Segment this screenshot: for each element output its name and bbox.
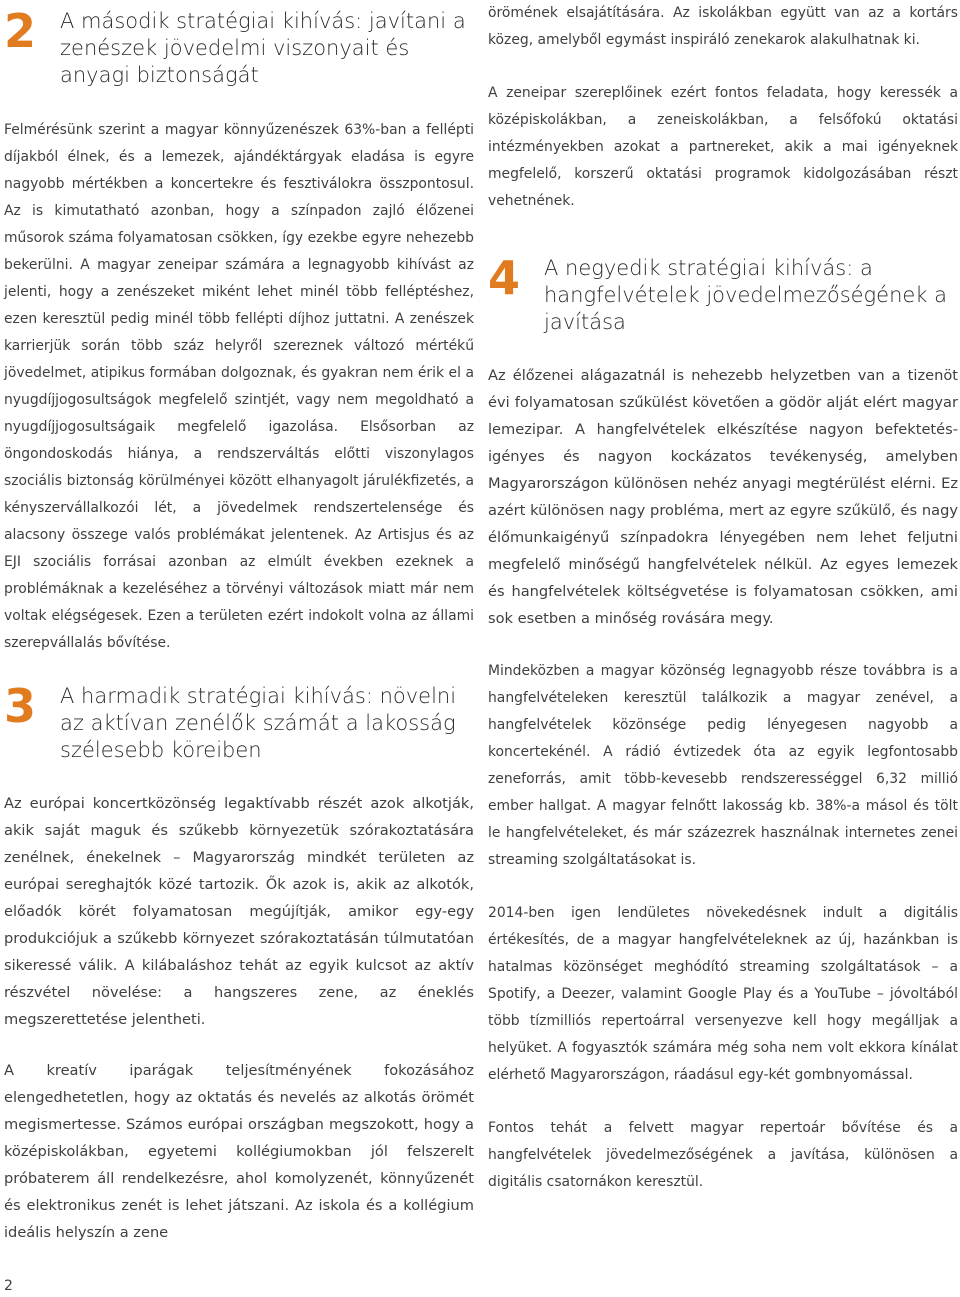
section-4-paragraph-1: Az élőzenei alágazatnál is nehezebb helyzetben van a tizenöt évi folyamatosan szűkülést követően a gödör alját elért magyar lemezipar. A hangfelvételek elkészítése nagyon befektetés-igényes és nagyon kockázatos tevékenység, amelyben Magyarországon különösen nehéz anyagi megtérülést elérni. Ez azért különösen nagy probléma, mert az egyre szűkülő, és nagy élőmunkaigényű színpadokra lényegében nem lehet feljutni megfelelő minőségű hangfelvételek nélkül. Az egyes lemezek és hangfelvételek költségvetése is folyamatosan csökken, ami sok esetben a minőség rovására megy. bbox=[488, 367, 958, 627]
page-number: 2 bbox=[4, 1278, 13, 1294]
section-number: 4 bbox=[488, 251, 521, 305]
section-2-paragraph: Felmérésünk szerint a magyar könnyűzenészek 63%-ban a fellépti díjakból élnek, és a lemezek, ajándéktárgyak eladása is egyre nagyobb mértékben a koncertekre és fesztiválokra összpontosul. Az is kimutatható azonban, hogy a színpadon zajló élőzenei műsorok száma folyamatosan csökken, így ezekbe egyre nehezebb bekerülni. A magyar zeneipar számára a legnagyobb kihívást az jelenti, hogy a zenészeket miként lehet minél több felléptéshez, ezen keresztül pedig minél több fellépti díjhoz juttatni. A zenészek karrierjük során több száz helyről szereznek változó mértékű jövedelmet, atipikus formában dolgoznak, és gyakran nem érik el a nyugdíjjogosultságok megfelelő szintjét, vagy nem megoldható a nyugdíjjogosultságaik megfelelő igazolása. Elsősorban az öngondoskodás hiánya, a rendszerváltás előtti viszonylagos szociális biztonság körülményei között elhanyagolt járulékfizetés, a kényszervállalkozói lét, a jövedelmek rendszertelensége és alacsony összege valós problémákat jelentenek. Az Artisjus és az EJI szociális forrásai azonban az elmúlt években ezeknek a problémáknak a kezeléséhez a törvényi változások miatt már nem voltak elégségesek. Ezen a területen ezért indokolt volna az állami szerepvállalás bővítése. bbox=[4, 122, 474, 651]
left-column bbox=[4, 0, 474, 1246]
section-4-paragraph-3: 2014-ben igen lendületes növekedésnek indult a digitális értékesítés, de a magyar hangfelvételeknek az új, hazánkban is hatalmas közönséget meghódító streaming szolgáltatások – a Spotify, a Deezer, valamint Google Play és a YouTube – jóvoltából több tízmilliós repertoárral versenyezve kell hogy megálljak a helyüket. A fogyasztók számára még soha nem volt ekkora kínálat elérhető Magyarországon, ráadásul egy-két gombnyomással. bbox=[488, 905, 958, 1083]
section-number: 2 bbox=[4, 4, 37, 58]
section-3-paragraph-2: A kreatív iparágak teljesítményének fokozásához elengedhetetlen, hogy az oktatás és nevelés az alkotás örömét megismertesse. Számos európai országban megszokott, hogy a középiskolákban, egyetemi kollégiumokban jól felszerelt próbaterem áll rendelkezésre, ahol komolyzenét, könnyűzenét és elektronikus zenét is lehet játszani. Az iskola és a kollégium ideális helyszín a zene bbox=[4, 1062, 474, 1241]
section-title: A harmadik stratégiai kihívás: növelni az aktívan zenélők számát a lakosság szélesebb köreiben bbox=[60, 684, 457, 762]
section-4-paragraph-4: Fontos tehát a felvett magyar repertoár bővítése és a hangfelvételek jövedelmezőségének a javítása, különösen a digitális csatornákon keresztül. bbox=[488, 1120, 958, 1190]
section-4-paragraph-2: Mindeközben a magyar közönség legnagyobb része továbbra is a hangfelvételeken keresztül találkozik a magyar zenével, a hangfelvételek közönsége pedig lényegesen nagyobb a koncertekénél. A rádió évtizedek óta az egyik legfontosabb zeneforrás, amit több-kevesebb rendszerességgel 6,32 millió ember hallgat. A magyar felnőtt lakosság kb. 38%-a másol és tölt le hangfelvételeket, és már százezrek használnak internetes zenei streaming szolgáltatásokat is. bbox=[488, 663, 958, 868]
section-4-heading bbox=[488, 251, 958, 336]
section-title: A negyedik stratégiai kihívás: a hangfelvételek jövedelmezőségének a javítása bbox=[544, 256, 948, 334]
section-2-heading bbox=[4, 4, 474, 89]
right-column bbox=[488, 0, 958, 1196]
continued-paragraph: örömének elsajátítására. Az iskolákban együtt van az a kortárs közeg, amelyből egymást inspiráló zenekarok alakulhatnak ki. bbox=[488, 5, 958, 48]
section-3-heading bbox=[4, 679, 474, 764]
section-3-paragraph-1: Az európai koncertközönség legaktívabb részét azok alkotják, akik saját maguk és szűkebb környezetük szórakoztatására zenélnek, énekelnek – Magyarország mindkét területen az európai sereghajtók közé tartozik. Ők azok is, akik az alkotók, előadók körét folyamatosan megújítják, amikor egy-egy produkciójuk a szűkebb környezet szórakoztatásán túlmutatóan sikeressé válik. A kilábaláshoz tehát az egyik kulcsot az aktív részvétel növelése: a hangszeres zene, az éneklés megszerettetése jelentheti. bbox=[4, 795, 474, 1028]
section-number: 3 bbox=[4, 679, 37, 733]
industry-paragraph: A zeneipar szereplőinek ezért fontos feladata, hogy keressék a középiskolákban, a zeneiskolákban, a felsőfokú oktatási intézményekben azokat a partnereket, akik a mai igényeknek megfelelő, korszerű oktatási programok kidolgozásában részt vehetnének. bbox=[488, 85, 958, 209]
section-title: A második stratégiai kihívás: javítani a zenészek jövedelmi viszonyait és anyagi biztonságát bbox=[60, 9, 466, 87]
